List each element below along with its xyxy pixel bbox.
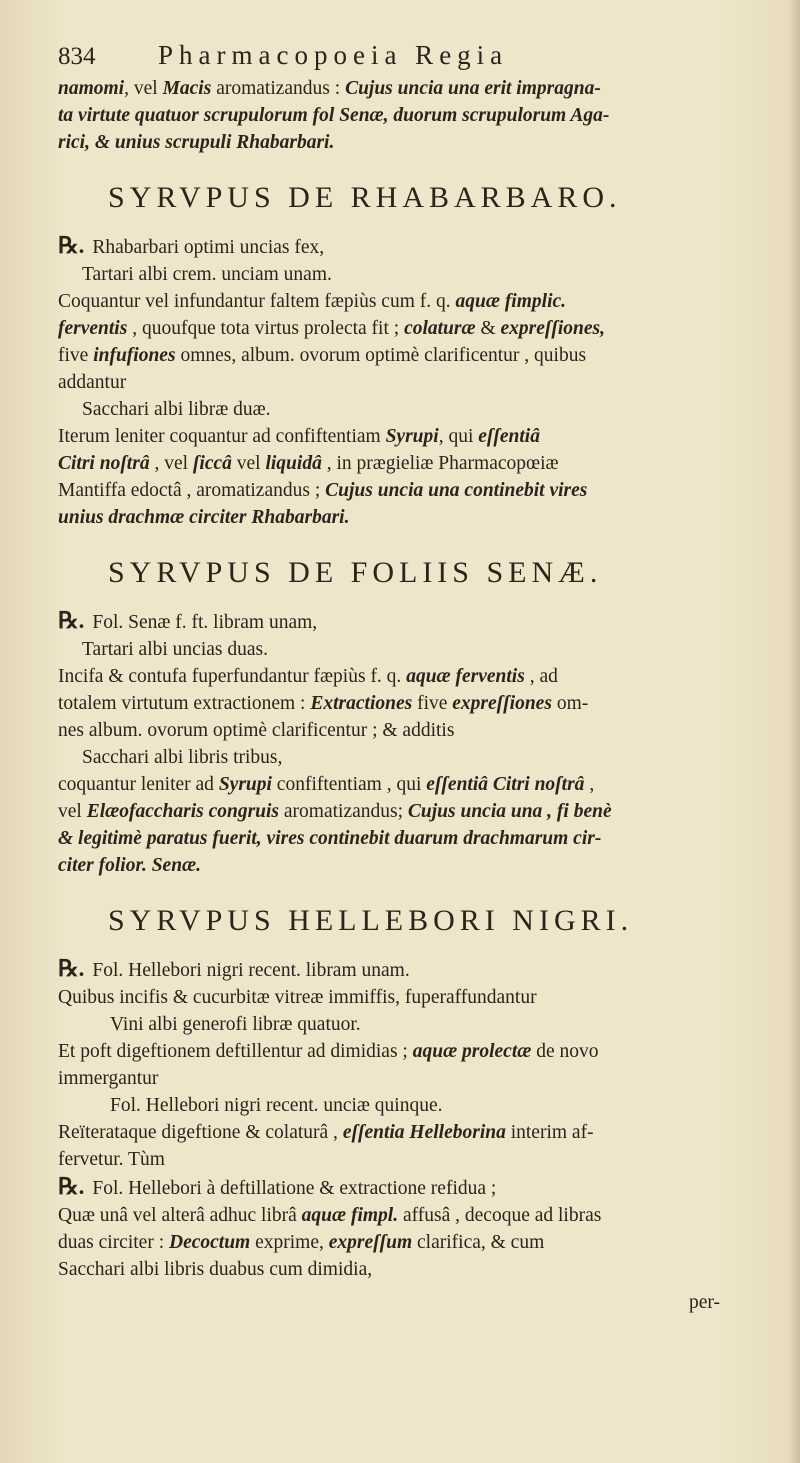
text-span: aquæ prolectæ xyxy=(412,1041,532,1062)
text-span: Incifa & contufa fuperfundantur fæpiùs f. q. xyxy=(58,666,407,687)
text-span: expreſſum xyxy=(328,1232,413,1253)
text-span: vel xyxy=(231,453,266,474)
body-line xyxy=(58,423,760,450)
text-span: Elæofaccharis congruis xyxy=(86,801,280,822)
text-span: Decoctum xyxy=(169,1232,251,1253)
text-span: Rhabarbari optimi uncias fex, xyxy=(92,237,325,258)
text-span: Reïterataque digeftione & colaturâ , xyxy=(58,1122,343,1143)
body-line: immergantur xyxy=(58,1068,159,1089)
body-line xyxy=(58,315,760,342)
body-line xyxy=(58,798,760,825)
body-line: & legitimè paratus fuerit, vires continebit duarum drachmarum cir- xyxy=(58,828,602,849)
recipe-line xyxy=(58,607,760,636)
text-span: exprime, xyxy=(250,1232,329,1253)
text-span: Fol. Hellebori nigri recent. libram unam. xyxy=(92,960,410,981)
page-gutter-shadow xyxy=(788,0,800,1463)
text-span: expreſſiones, xyxy=(500,318,606,339)
text-span: aquæ fimpl. xyxy=(301,1205,399,1226)
text-span: Extractiones xyxy=(310,693,413,714)
text-span: om- xyxy=(551,693,589,714)
body-line: nes album. ovorum optimè clarificentur ; & additis xyxy=(58,720,455,741)
text-span: , vel xyxy=(124,78,163,99)
body-line xyxy=(58,477,760,504)
body-line xyxy=(58,1229,760,1256)
text-span: omnes, album. ovorum optimè clarificentur , quibus xyxy=(175,345,587,366)
text-span: eſſentia Helleborina xyxy=(342,1122,506,1143)
text-span: Cujus uncia una erit impragna- xyxy=(345,78,601,99)
text-span: Syrupi xyxy=(385,426,439,447)
text-span: coquantur leniter ad xyxy=(58,774,219,795)
section-title-hellebori-nigri: SYRVPUS HELLEBORI NIGRI. xyxy=(108,904,634,937)
body-line xyxy=(58,288,760,315)
recipe-symbol: ℞. xyxy=(58,1174,85,1199)
body-line xyxy=(58,1038,760,1065)
text-span: , xyxy=(584,774,595,795)
text-span: eſſentiâ xyxy=(478,426,540,447)
text-span: clarifica, & cum xyxy=(412,1232,545,1253)
text-span: , quoufque tota virtus prolecta fit ; xyxy=(127,318,405,339)
recipe-symbol: ℞. xyxy=(58,608,85,633)
body-line: addantur xyxy=(58,372,127,393)
body-line xyxy=(58,771,760,798)
text-span: aromatizandus : xyxy=(211,78,346,99)
catchword: per- xyxy=(688,1292,720,1313)
page-header xyxy=(58,40,760,71)
text-span: expreſſiones xyxy=(452,693,552,714)
text-span: liquidâ xyxy=(265,453,322,474)
intro-line-2: ta virtute quatuor scrupulorum fol Senæ, duorum scrupulorum Aga- xyxy=(58,105,610,126)
body-line: fervetur. Tùm xyxy=(58,1149,165,1170)
recipe-symbol: ℞. xyxy=(58,233,85,258)
text-span: Macis xyxy=(162,78,212,99)
text-span: vel xyxy=(58,801,87,822)
recipe-line: Vini albi generofi libræ quatuor. xyxy=(110,1014,361,1035)
text-span: Cujus uncia una continebit vires xyxy=(325,480,588,501)
text-span: , ad xyxy=(524,666,558,687)
body-line xyxy=(58,663,760,690)
text-span: colaturæ xyxy=(404,318,476,339)
text-span: , vel xyxy=(149,453,193,474)
text-span: duas circiter : xyxy=(58,1232,169,1253)
text-span: infufiones xyxy=(93,345,176,366)
text-span: Mantiffa edoctâ , aromatizandus ; xyxy=(58,480,326,501)
text-span: Fol. Hellebori à deftillatione & extractione refidua ; xyxy=(92,1178,497,1199)
body-line: Sacchari albi libræ duæ. xyxy=(82,399,271,420)
text-span: eſſentiâ Citri noſtrâ xyxy=(426,774,585,795)
recipe-line xyxy=(58,955,760,984)
recipe-line: Tartari albi uncias duas. xyxy=(82,639,268,660)
text-span: affusâ , decoque ad libras xyxy=(398,1205,602,1226)
text-span: namomi xyxy=(58,78,125,99)
text-span: Iterum leniter coquantur ad confiftentiam xyxy=(58,426,386,447)
text-span: interim af- xyxy=(505,1122,594,1143)
recipe-line xyxy=(58,232,760,261)
intro-block xyxy=(58,75,760,156)
body-line xyxy=(58,342,760,369)
text-span: five xyxy=(412,693,453,714)
body-line xyxy=(58,1119,760,1146)
body-line xyxy=(58,450,760,477)
body-line: unius drachmæ circiter Rhabarbari. xyxy=(58,507,350,528)
intro-line-1 xyxy=(58,75,760,102)
recipe-symbol: ℞. xyxy=(58,956,85,981)
section-title-foliis-senae: SYRVPUS DE FOLIIS SENÆ. xyxy=(108,556,603,589)
text-span: Et poft digeftionem deftillentur ad dimidias ; xyxy=(58,1041,413,1062)
text-span: de novo xyxy=(531,1041,599,1062)
text-span: aquæ ferventis xyxy=(406,666,525,687)
body-line: Quibus incifis & cucurbitæ vitreæ immiffis, fuperaffundantur xyxy=(58,987,537,1008)
text-span: , in prægieliæ Pharmacopœiæ xyxy=(321,453,559,474)
recipe-line: Tartari albi crem. unciam unam. xyxy=(82,264,332,285)
text-span: aquæ fimplic. xyxy=(455,291,567,312)
text-span: , qui xyxy=(438,426,479,447)
body-line xyxy=(58,1202,760,1229)
text-span: Quæ unâ vel alterâ adhuc librâ xyxy=(58,1205,302,1226)
text-span: ſiccâ xyxy=(192,453,232,474)
text-span: totalem virtutum extractionem : xyxy=(58,693,311,714)
text-span: Cujus uncia una , fi benè xyxy=(407,801,612,822)
section-title-rhabarbaro: SYRVPUS DE RHABARBARO. xyxy=(108,181,622,214)
text-span: five xyxy=(58,345,94,366)
intro-line-3: rici, & unius scrupuli Rhabarbari. xyxy=(58,132,335,153)
body-line: citer folior. Senæ. xyxy=(58,855,202,876)
text-span: ferventis xyxy=(58,318,128,339)
page-number: 834 xyxy=(58,43,96,70)
text-span: Citri noſtrâ xyxy=(58,453,150,474)
text-span: Syrupi xyxy=(218,774,272,795)
text-span: confiftentiam , qui xyxy=(271,774,427,795)
body-line xyxy=(58,690,760,717)
recipe-line xyxy=(58,1173,760,1202)
body-line: Sacchari albi libris tribus, xyxy=(82,747,283,768)
text-span: aromatizandus; xyxy=(279,801,408,822)
running-title: Pharmacopoeia Regia xyxy=(158,40,509,70)
body-line: Sacchari albi libris duabus cum dimidia, xyxy=(58,1259,373,1280)
recipe-line: Fol. Hellebori nigri recent. unciæ quinque. xyxy=(110,1095,443,1116)
text-span: Coquantur vel infundantur faltem fæpiùs cum f. q. xyxy=(58,291,456,312)
text-span: & xyxy=(475,318,501,339)
text-span: Fol. Senæ f. ft. libram unam, xyxy=(92,612,318,633)
